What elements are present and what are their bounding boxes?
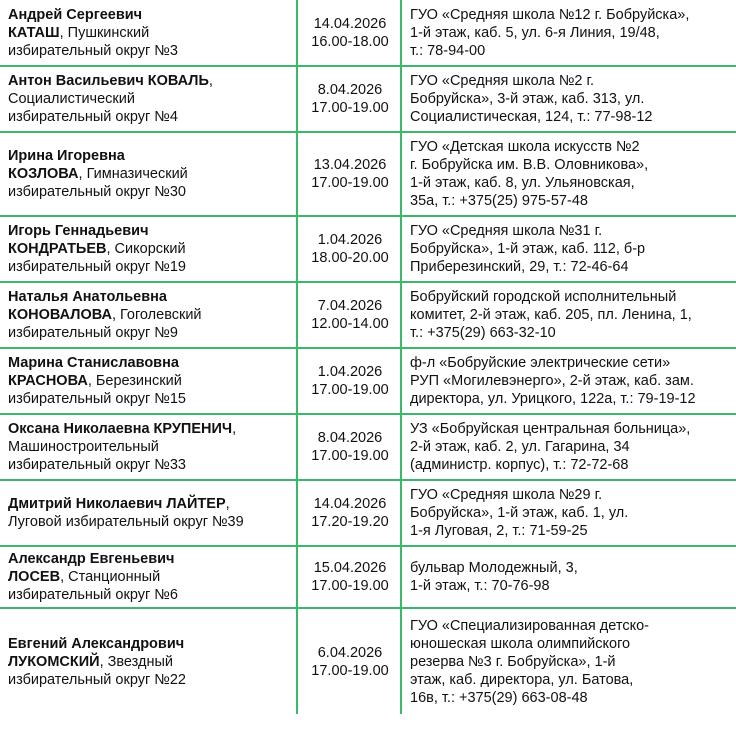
date-cell <box>297 0 401 66</box>
place-line: РУП «Могилевэнерго», 2-й этаж, каб. зам. <box>410 373 694 389</box>
district-text: , Сикорский <box>106 241 186 257</box>
deputy-line <box>8 72 290 90</box>
deputy-line <box>8 42 290 60</box>
table-row <box>0 282 736 348</box>
place-line: Бобруйска», 3-й этаж, каб. 313, ул. <box>410 91 645 107</box>
reception-time: 17.00-19.00 <box>311 100 389 116</box>
place-line: 35а, т.: +375(25) 975-57-48 <box>410 193 588 209</box>
place-cell <box>401 0 736 66</box>
place-line: т.: +375(29) 663-32-10 <box>410 325 556 341</box>
deputy-line <box>8 183 290 201</box>
table-row <box>0 132 736 216</box>
date-cell <box>297 608 401 714</box>
district-text: избирательный округ №9 <box>8 325 178 341</box>
reception-date: 7.04.2026 <box>317 298 383 314</box>
deputy-cell <box>0 282 297 348</box>
place-line: ГУО «Специализированная детско- <box>410 617 649 634</box>
place-line: резерва №3 г. Бобруйска», 1-й <box>410 653 616 670</box>
place-cell <box>401 216 736 282</box>
deputy-cell <box>0 480 297 546</box>
deputy-line <box>8 222 290 240</box>
district-text: , Пушкинский <box>59 24 150 41</box>
deputy-line <box>8 653 290 671</box>
deputy-name-text: КОНДРАТЬЕВ <box>8 241 107 257</box>
deputy-line <box>8 456 290 474</box>
reception-date: 8.04.2026 <box>317 430 383 446</box>
deputy-name-text: Марина Станиславовна <box>8 355 179 371</box>
deputy-line <box>8 495 290 513</box>
deputy-name-text: ЛУКОМСКИЙ <box>8 653 100 670</box>
deputy-line <box>8 550 290 568</box>
deputy-name-text: КОЗЛОВА <box>8 166 79 182</box>
district-text: избирательный округ №19 <box>8 259 186 275</box>
date-cell <box>297 348 401 414</box>
table-row <box>0 608 736 714</box>
place-line: ГУО «Средняя школа №12 г. Бобруйска», <box>410 6 690 23</box>
district-text: Социалистический <box>8 91 135 107</box>
district-text: избирательный округ №15 <box>8 391 186 407</box>
place-line: 1-й этаж, каб. 8, ул. Ульяновская, <box>410 175 635 191</box>
reception-time: 16.00-18.00 <box>311 33 389 50</box>
place-cell <box>401 66 736 132</box>
deputy-name-text: Евгений Александрович <box>8 635 185 652</box>
place-cell <box>401 480 736 546</box>
deputy-name-text: Игорь Геннадьевич <box>8 223 149 239</box>
district-text: Машиностроительный <box>8 439 159 455</box>
district-text: избирательный округ №3 <box>8 42 178 59</box>
deputy-line <box>8 240 290 258</box>
district-text: , <box>225 496 230 512</box>
place-line: ГУО «Детская школа искусств №2 <box>410 139 640 155</box>
reception-time: 17.00-19.00 <box>311 175 389 191</box>
place-line: Социалистическая, 124, т.: 77-98-12 <box>410 109 653 125</box>
deputy-cell <box>0 66 297 132</box>
deputy-line <box>8 671 290 689</box>
deputy-line <box>8 165 290 183</box>
deputy-line <box>8 586 290 604</box>
place-cell <box>401 348 736 414</box>
table-row <box>0 480 736 546</box>
deputy-line <box>8 513 290 531</box>
reception-time: 17.00-19.00 <box>311 578 389 594</box>
district-text: , Станционный <box>60 569 161 585</box>
place-line: 1-я Луговая, 2, т.: 71-59-25 <box>410 523 588 539</box>
reception-time: 17.00-19.00 <box>311 448 389 464</box>
reception-date: 13.04.2026 <box>313 157 387 173</box>
place-line: ГУО «Средняя школа №29 г. <box>410 487 603 503</box>
reception-date: 1.04.2026 <box>317 232 383 248</box>
district-text: избирательный округ №30 <box>8 184 186 200</box>
deputy-cell <box>0 216 297 282</box>
deputy-name-text: Андрей Сергеевич <box>8 6 143 23</box>
reception-time: 18.00-20.00 <box>311 250 389 266</box>
district-text: , <box>208 73 213 89</box>
deputy-line <box>8 24 290 42</box>
table-row <box>0 546 736 608</box>
deputy-line <box>8 90 290 108</box>
reception-time: 12.00-14.00 <box>311 316 389 332</box>
deputy-name-text: КРАСНОВА <box>8 373 88 389</box>
place-line: комитет, 2-й этаж, каб. 205, пл. Ленина, 1, <box>410 307 692 323</box>
deputy-name-text: Ирина Игоревна <box>8 148 125 164</box>
place-line: 2-й этаж, каб. 2, ул. Гагарина, 34 <box>410 439 630 455</box>
deputy-line <box>8 420 290 438</box>
deputy-cell <box>0 414 297 480</box>
place-cell <box>401 414 736 480</box>
deputy-line <box>8 258 290 276</box>
district-text: Луговой избирательный округ №39 <box>8 514 244 530</box>
deputy-name-text: КОНОВАЛОВА <box>8 307 112 323</box>
place-line: Бобруйский городской исполнительный <box>410 289 677 305</box>
deputy-cell <box>0 608 297 714</box>
table-row <box>0 66 736 132</box>
deputy-line <box>8 354 290 372</box>
place-line: юношеская школа олимпийского <box>410 635 631 652</box>
table-row <box>0 0 736 66</box>
place-cell <box>401 608 736 714</box>
district-text: избирательный округ №22 <box>8 671 186 688</box>
reception-time: 17.20-19.20 <box>311 514 389 530</box>
place-cell <box>401 132 736 216</box>
place-cell <box>401 546 736 608</box>
deputy-name-text: Дмитрий Николаевич ЛАЙТЕР <box>8 496 226 512</box>
place-line: УЗ «Бобруйская центральная больница», <box>410 421 691 437</box>
deputy-line <box>8 324 290 342</box>
reception-date: 1.04.2026 <box>317 364 383 380</box>
district-text: , Березинский <box>87 373 182 389</box>
district-text: избирательный округ №6 <box>8 587 178 603</box>
place-line: директора, ул. Урицкого, 122а, т.: 79-19-12 <box>410 391 696 407</box>
district-text: , Гимназический <box>78 166 188 182</box>
date-cell <box>297 66 401 132</box>
place-line: бульвар Молодежный, 3, <box>410 560 578 576</box>
deputy-name-text: КАТАШ <box>8 24 60 41</box>
reception-date: 14.04.2026 <box>313 496 387 512</box>
table-row <box>0 414 736 480</box>
deputy-line <box>8 568 290 586</box>
date-cell <box>297 546 401 608</box>
date-cell <box>297 414 401 480</box>
date-cell <box>297 216 401 282</box>
district-text: избирательный округ №33 <box>8 457 186 473</box>
deputy-cell <box>0 132 297 216</box>
place-line: Бобруйска», 1-й этаж, каб. 112, б-р <box>410 241 646 257</box>
place-line: т.: 78-94-00 <box>410 42 486 59</box>
deputy-line <box>8 390 290 408</box>
deputy-line <box>8 288 290 306</box>
place-line: 1-й этаж, т.: 70-76-98 <box>410 578 550 594</box>
deputy-line <box>8 372 290 390</box>
deputy-name-text: Оксана Николаевна КРУПЕНИЧ <box>8 421 233 437</box>
district-text: избирательный округ №4 <box>8 109 178 125</box>
place-line: этаж, каб. директора, ул. Батова, <box>410 671 634 688</box>
district-text: , <box>232 421 237 437</box>
deputy-line <box>8 147 290 165</box>
deputy-cell <box>0 348 297 414</box>
place-line: ГУО «Средняя школа №2 г. <box>410 73 595 89</box>
deputy-name-text: Наталья Анатольевна <box>8 289 167 305</box>
reception-date: 15.04.2026 <box>313 560 387 576</box>
reception-date: 14.04.2026 <box>313 15 387 32</box>
reception-time: 17.00-19.00 <box>311 662 389 679</box>
table-row <box>0 348 736 414</box>
date-cell <box>297 282 401 348</box>
place-line: ф-л «Бобруйские электрические сети» <box>410 355 671 371</box>
place-line: Приберезинский, 29, т.: 72-46-64 <box>410 259 629 275</box>
deputy-line <box>8 6 290 24</box>
date-cell <box>297 480 401 546</box>
deputy-name-text: Антон Васильевич КОВАЛЬ <box>8 73 209 89</box>
place-line: ГУО «Средняя школа №31 г. <box>410 223 603 239</box>
deputy-cell <box>0 546 297 608</box>
table-row <box>0 216 736 282</box>
date-cell <box>297 132 401 216</box>
deputy-name-text: Александр Евгеньевич <box>8 551 175 567</box>
deputy-line <box>8 306 290 324</box>
reception-date: 8.04.2026 <box>317 82 383 98</box>
place-line: 1-й этаж, каб. 5, ул. 6-я Линия, 19/48, <box>410 24 660 41</box>
deputy-name-text: ЛОСЕВ <box>8 569 61 585</box>
reception-date: 6.04.2026 <box>317 644 383 661</box>
place-line: 16в, т.: +375(29) 663-08-48 <box>410 689 588 706</box>
place-line: г. Бобруйска им. В.В. Оловникова», <box>410 157 649 173</box>
deputy-line <box>8 108 290 126</box>
reception-time: 17.00-19.00 <box>311 382 389 398</box>
deputy-line <box>8 635 290 653</box>
district-text: , Гоголевский <box>111 307 202 323</box>
place-line: (администр. корпус), т.: 72-72-68 <box>410 457 629 473</box>
deputy-cell <box>0 0 297 66</box>
district-text: , Звездный <box>99 653 173 670</box>
place-line: Бобруйска», 1-й этаж, каб. 1, ул. <box>410 505 629 521</box>
place-cell <box>401 282 736 348</box>
deputy-line <box>8 438 290 456</box>
